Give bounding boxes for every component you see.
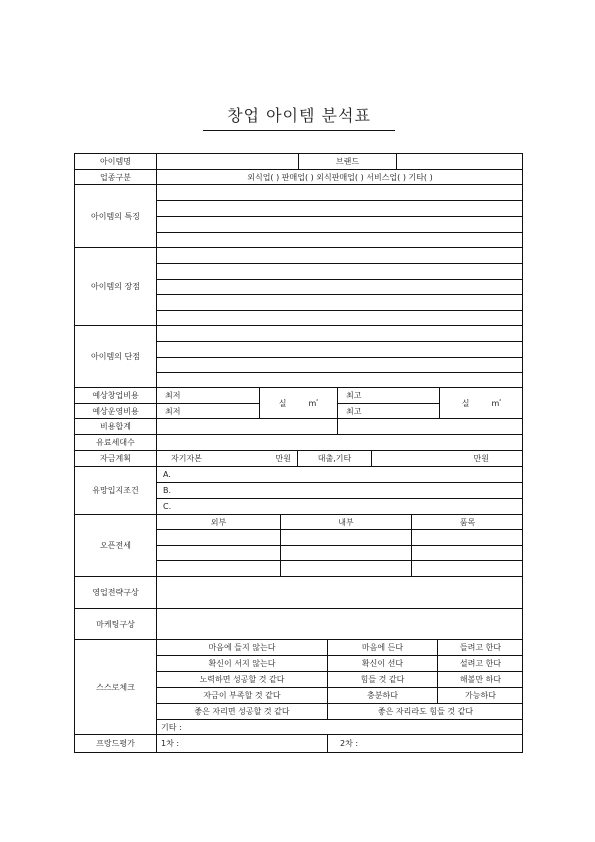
- self-check-option[interactable]: 마음에 든다: [328, 640, 438, 656]
- self-check-option[interactable]: 확신이 선다: [328, 656, 438, 672]
- self-check-option[interactable]: 힘들 것 같다: [328, 672, 438, 688]
- industry-options[interactable]: 외식업( ) 판매업( ) 외식판매업( ) 서비스업( ) 기타( ): [157, 170, 523, 185]
- location-label: 유망입지조건: [75, 467, 157, 515]
- item-name-field[interactable]: [157, 154, 299, 170]
- self-check-label: 스스로체크: [75, 640, 157, 735]
- checks-label: 오픈전세: [75, 515, 157, 577]
- area-left-label: 실: [278, 398, 287, 408]
- total-cost-field[interactable]: [157, 419, 338, 435]
- households-label: 유료세대수: [75, 435, 157, 451]
- checks-cell[interactable]: [157, 561, 281, 577]
- review-label: 프랑드평가: [75, 735, 157, 752]
- area-right[interactable]: [440, 388, 523, 419]
- area-unit-text: m: [308, 398, 317, 408]
- loan-field[interactable]: 만원: [372, 451, 523, 467]
- weaknesses-label: 아이템의 단점: [75, 326, 157, 388]
- op-cost-max[interactable]: 최고: [338, 404, 440, 419]
- strengths-label: 아이템의 장점: [75, 248, 157, 326]
- loan-label: 대출,기타: [298, 451, 372, 467]
- page-title: 창업 아이템 분석표: [203, 102, 395, 131]
- analysis-form: [74, 153, 523, 753]
- location-b[interactable]: B.: [157, 483, 523, 499]
- area-right-unit: [491, 399, 501, 408]
- checks-cell[interactable]: [412, 530, 523, 546]
- checks-col-items: 품목: [412, 515, 523, 530]
- households-field[interactable]: [157, 435, 523, 451]
- checks-cell[interactable]: [281, 561, 412, 577]
- checks-cell[interactable]: [281, 546, 412, 561]
- self-check-option[interactable]: 확신이 서지 않는다: [157, 656, 328, 672]
- open-cost-label: 예상창업비용: [75, 388, 157, 404]
- checks-cell[interactable]: [157, 530, 281, 546]
- checks-cell[interactable]: [281, 530, 412, 546]
- funding-label: 자금계획: [75, 451, 157, 467]
- self-check-option[interactable]: 해볼만 하다: [438, 672, 523, 688]
- self-check-option[interactable]: 좋은 자리라도 힘들 것 같다: [328, 704, 523, 720]
- total-cost-label: 비용합계: [75, 419, 157, 435]
- item-name-label: 아이템명: [75, 154, 157, 170]
- area-right-label: 실: [461, 398, 470, 408]
- checks-cell[interactable]: [157, 546, 281, 561]
- self-check-option[interactable]: 마음에 들지 않는다: [157, 640, 328, 656]
- area-left-unit: [308, 399, 318, 408]
- checks-cell[interactable]: [412, 546, 523, 561]
- checks-cell[interactable]: [412, 561, 523, 577]
- self-check-option[interactable]: 들려고 한다: [438, 640, 523, 656]
- industry-label: 업종구분: [75, 170, 157, 185]
- self-check-option[interactable]: 자금이 부족할 것 같다: [157, 688, 328, 704]
- own-capital-label: 자기자본: [171, 454, 202, 463]
- marketing-field[interactable]: [157, 609, 523, 640]
- area-unit-text: m: [491, 398, 500, 408]
- features-label: 아이템의 특징: [75, 185, 157, 248]
- brand-field[interactable]: [397, 154, 523, 170]
- total-cost-field-2[interactable]: [338, 419, 523, 435]
- own-capital-unit: 만원: [275, 454, 291, 463]
- brand-label: 브랜드: [299, 154, 397, 170]
- self-check-other[interactable]: 기타 :: [157, 720, 523, 735]
- review-second[interactable]: 2차 :: [340, 739, 359, 748]
- area-unit-sup: ²: [499, 398, 502, 405]
- marketing-label: 마케팅구상: [75, 609, 157, 640]
- sales-strategy-label: 영업전략구상: [75, 577, 157, 609]
- review-first[interactable]: 1차 :: [157, 735, 328, 752]
- checks-col-interior: 내부: [281, 515, 412, 530]
- strengths-lines[interactable]: [157, 248, 523, 326]
- location-c[interactable]: C.: [157, 499, 523, 515]
- self-check-option[interactable]: 좋은 자리면 성공할 것 같다: [157, 704, 328, 720]
- op-cost-label: 예상운영비용: [75, 404, 157, 419]
- location-a[interactable]: A.: [157, 467, 523, 483]
- self-check-option[interactable]: 충분하다: [328, 688, 438, 704]
- area-left[interactable]: [260, 388, 338, 419]
- op-cost-min[interactable]: 최저: [157, 404, 260, 419]
- self-check-option[interactable]: 노력하면 성공할 것 같다: [157, 672, 328, 688]
- own-capital-field[interactable]: [157, 451, 298, 467]
- weaknesses-lines[interactable]: [157, 326, 523, 388]
- self-check-option[interactable]: 설려고 한다: [438, 656, 523, 672]
- self-check-option[interactable]: 가능하다: [438, 688, 523, 704]
- features-lines[interactable]: [157, 185, 523, 248]
- area-unit-sup: ²: [316, 398, 319, 405]
- sales-strategy-field[interactable]: [157, 577, 523, 609]
- checks-col-exterior: 외부: [157, 515, 281, 530]
- open-cost-min[interactable]: 최저: [157, 388, 260, 404]
- open-cost-max[interactable]: 최고: [338, 388, 440, 404]
